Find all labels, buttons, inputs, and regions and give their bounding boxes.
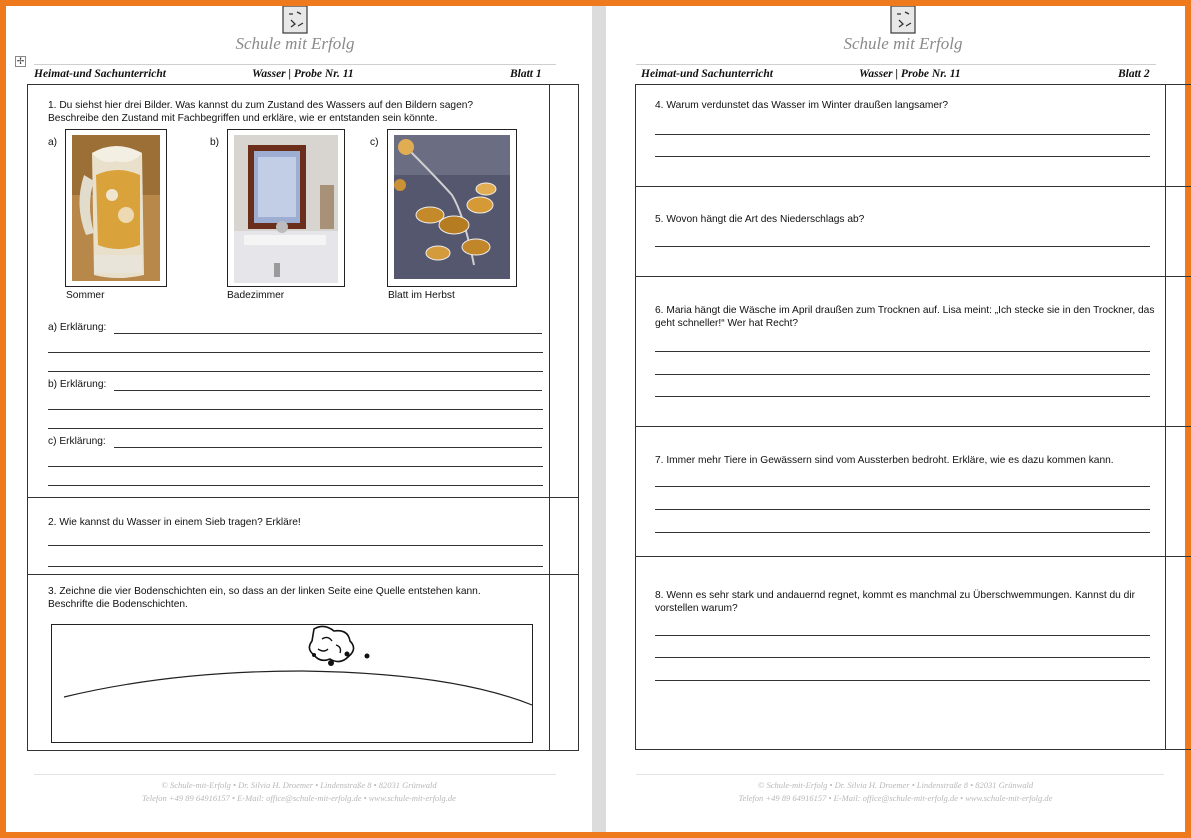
answer-line[interactable] [655, 396, 1150, 397]
question-2-cell [28, 498, 550, 575]
bathroom-mirror-photo [234, 135, 338, 283]
question-6-text: 6. Maria hängt die Wäsche im April draußen zum Trocknen auf. Lisa meint: „Ich stecke sie in den Trockner, das geht schneller!“ Wer hat Recht? [655, 305, 1155, 329]
question-1-cell [28, 85, 550, 498]
score-cell[interactable] [1166, 85, 1191, 187]
explanation-c-label: c) Erklärung: [48, 436, 106, 447]
question-7-text: 7. Immer mehr Tiere in Gewässern sind vom Aussterben bedroht. Erkläre, wie es dazu kommen kann. [655, 455, 1114, 466]
answer-line[interactable] [48, 566, 543, 567]
explanation-a-label: a) Erklärung: [48, 322, 107, 333]
score-cell[interactable] [550, 85, 579, 498]
question-7-cell [636, 427, 1166, 557]
answer-line[interactable] [655, 680, 1150, 681]
header-subject: Heimat-und Sachunterricht [641, 68, 773, 80]
question-1-text: 1. Du siehst hier drei Bilder. Was kannst du zum Zustand des Wassers auf den Bildern sagen? Beschreibe den Zustand mit Fachbegriffen und erkläre, wie er entstanden sein könnte. [48, 100, 474, 124]
question-3-text: 3. Zeichne die vier Bodenschichten ein, so dass an der linken Seite eine Quelle entstehen kann. Beschrifte die Bodenschichten. [48, 586, 481, 610]
drawing-area[interactable] [51, 624, 533, 743]
explanation-b-label: b) Erklärung: [48, 379, 107, 390]
hill-sketch [52, 625, 532, 742]
brand-title: Schule mit Erfolg [843, 34, 963, 53]
answer-line[interactable] [655, 486, 1150, 487]
answer-line[interactable] [655, 134, 1150, 135]
face-logo-icon [280, 6, 310, 34]
question-5-text: 5. Wovon hängt die Art des Niederschlags ab? [655, 214, 865, 225]
score-cell[interactable] [1166, 427, 1191, 557]
score-cell[interactable] [1166, 277, 1191, 427]
answer-line[interactable] [655, 156, 1150, 157]
picture-c-caption: Blatt im Herbst [388, 290, 455, 301]
answer-line[interactable] [48, 371, 543, 372]
header-rule [34, 64, 556, 65]
answer-line[interactable] [655, 657, 1150, 658]
score-cell[interactable] [550, 575, 579, 751]
answer-line[interactable] [48, 428, 543, 429]
answer-line[interactable] [655, 635, 1150, 636]
answer-line[interactable] [655, 509, 1150, 510]
answer-line[interactable] [114, 447, 542, 448]
question-3-cell [28, 575, 550, 751]
table-move-handle-icon[interactable]: ✢ [16, 56, 25, 66]
footer-line-1: © Schule-mit-Erfolg • Dr. Silvia H. Droemer • Lindenstraße 8 • 82031 Grünwald [757, 780, 1034, 790]
footer-line-1: © Schule-mit-Erfolg • Dr. Silvia H. Droemer • Lindenstraße 8 • 82031 Grünwald [161, 780, 437, 790]
footer-rule [636, 774, 1164, 775]
header-rule [636, 64, 1156, 65]
answer-line[interactable] [48, 485, 543, 486]
question-5-cell [636, 187, 1166, 277]
answer-line[interactable] [48, 466, 543, 467]
picture-c-letter: c) [370, 137, 379, 148]
footer-line-2: Telefon +49 89 64916157 • E-Mail: office@schule-mit-erfolg.de • www.schule-mit-erfolg.de [142, 793, 456, 803]
question-table-1 [27, 84, 579, 751]
footer-line-2: Telefon +49 89 64916157 • E-Mail: office@schule-mit-erfolg.de • www.schule-mit-erfolg.de [738, 793, 1053, 803]
answer-line[interactable] [48, 409, 543, 410]
footer-address [6, 779, 592, 805]
answer-line[interactable] [48, 352, 543, 353]
answer-line[interactable] [655, 532, 1150, 533]
question-6-cell [636, 277, 1166, 427]
question-table-2 [635, 84, 1191, 750]
picture-b-frame [227, 129, 345, 287]
question-4-cell [636, 85, 1166, 187]
worksheet-page-1 [6, 6, 592, 832]
frosted-leaf-photo [394, 135, 510, 279]
picture-c-frame [387, 129, 517, 287]
header-test: Wasser | Probe Nr. 11 [252, 68, 354, 80]
worksheet-page-2 [606, 6, 1185, 832]
header-subject: Heimat-und Sachunterricht [34, 68, 166, 80]
score-cell[interactable] [1166, 557, 1191, 750]
question-2-text: 2. Wie kannst du Wasser in einem Sieb tragen? Erkläre! [48, 517, 301, 528]
score-cell[interactable] [550, 498, 579, 575]
picture-a-letter: a) [48, 137, 58, 148]
page-gutter [592, 6, 606, 832]
footer-rule [34, 774, 556, 775]
footer-address [606, 779, 1185, 805]
answer-line[interactable] [655, 351, 1150, 352]
question-8-cell [636, 557, 1166, 750]
question-8-text: 8. Wenn es sehr stark und andauernd regnet, kommt es manchmal zu Überschwemmungen. Kannst du dir vorstellen warum? [655, 590, 1136, 614]
picture-b-caption: Badezimmer [227, 290, 285, 301]
header-sheet: Blatt 1 [510, 68, 542, 80]
answer-line[interactable] [48, 545, 543, 546]
face-logo-icon [888, 6, 918, 34]
header-test: Wasser | Probe Nr. 11 [859, 68, 961, 80]
answer-line[interactable] [114, 333, 542, 334]
answer-line[interactable] [655, 374, 1150, 375]
picture-a-frame [65, 129, 167, 287]
picture-b-letter: b) [210, 137, 220, 148]
answer-line[interactable] [114, 390, 542, 391]
brand-title: Schule mit Erfolg [235, 34, 355, 53]
beer-glass-photo [72, 135, 160, 281]
question-4-text: 4. Warum verdunstet das Wasser im Winter draußen langsamer? [655, 100, 949, 111]
header-sheet: Blatt 2 [1118, 68, 1150, 80]
picture-a-caption: Sommer [66, 290, 105, 301]
answer-line[interactable] [655, 246, 1150, 247]
score-cell[interactable] [1166, 187, 1191, 277]
